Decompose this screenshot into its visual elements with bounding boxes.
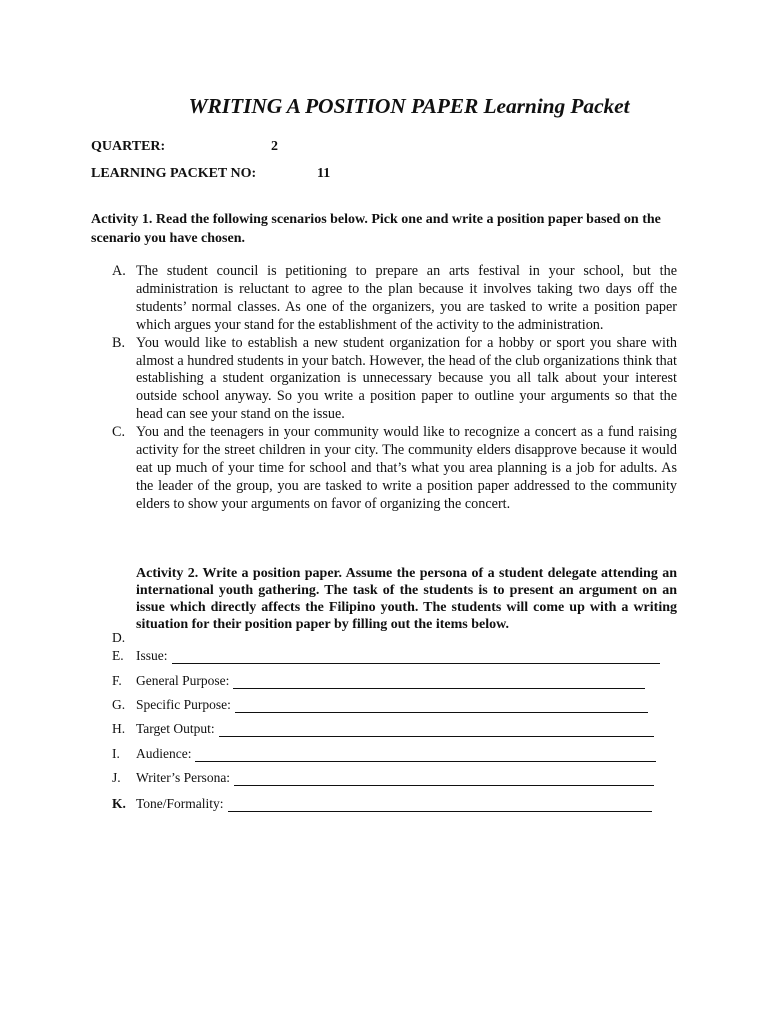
item-label: General Purpose: (136, 673, 230, 688)
scenario-letter: C. (112, 424, 126, 441)
specific-purpose-answer-line[interactable] (235, 700, 648, 713)
quarter-label: QUARTER: (91, 139, 166, 154)
quarter-value: 2 (271, 139, 278, 154)
item-label: Specific Purpose: (136, 697, 231, 712)
item-letter: J. (112, 770, 121, 785)
activity-2-instructions: Activity 2. Write a position paper. Assume the persona of a student delegate attending an international youth gathering. The task of the students is to present an argument on an issue which directly affects the Filipino youth. The students will come up with a writing situation for their position paper by filling out the items below. (136, 566, 677, 632)
scenario-text: The student council is petitioning to prepare an arts festival in your school, but the administration is reluctant to agree to the plan because it involves taking two days off the students’ normal classes. As one of the organizers, you are tasked to write a position paper which argues your stand for the establishment of the activity to the administration. (136, 263, 677, 333)
activity-1-instructions: Activity 1. Read the following scenarios below. Pick one and write a position paper based on the scenario you have chosen. (91, 212, 661, 246)
item-label: Target Output: (136, 721, 215, 736)
target-output-answer-line[interactable] (219, 724, 654, 737)
scenario-text: You and the teenagers in your community would like to recognize a concert as a fund raising activity for the street children in your city. The community elders disapprove because it would eat up much of your time for school and that’s what you area planning is a job for adults. As the leader of the group, you are tasked to write a position paper addressed to the community elders to show your arguments on favor of organizing the concert. (136, 424, 677, 512)
item-tone-formality (112, 796, 652, 812)
issue-answer-line[interactable] (172, 651, 660, 664)
item-letter: I. (112, 746, 120, 761)
item-specific-purpose (112, 697, 648, 713)
scenario-list (112, 263, 677, 514)
item-letter: H. (112, 721, 126, 736)
packet-value: 11 (317, 166, 331, 181)
packet-label: LEARNING PACKET NO: (91, 166, 257, 181)
scenario-letter: A. (112, 263, 126, 279)
item-letter: F. (112, 673, 122, 688)
document-title: WRITING A POSITION PAPER Learning Packet (188, 94, 630, 118)
item-writers-persona (112, 770, 654, 786)
item-label: Writer’s Persona: (136, 770, 231, 785)
item-d (112, 630, 136, 646)
item-label: Audience: (136, 746, 192, 761)
item-target-output (112, 721, 654, 737)
item-letter: G. (112, 697, 126, 712)
item-label: Tone/Formality: (136, 796, 224, 811)
item-issue (112, 648, 660, 664)
quarter-row (91, 139, 278, 155)
scenario-item (112, 335, 677, 425)
packet-row (91, 166, 331, 182)
scenario-item (112, 424, 677, 514)
item-letter: E. (112, 648, 124, 663)
writers-persona-answer-line[interactable] (234, 773, 654, 786)
tone-formality-answer-line[interactable] (228, 799, 652, 812)
general-purpose-answer-line[interactable] (233, 676, 645, 689)
item-label: Issue: (136, 648, 168, 663)
item-audience (112, 746, 656, 762)
item-general-purpose (112, 673, 645, 689)
scenario-item (112, 263, 677, 335)
item-letter: K. (112, 796, 126, 811)
scenario-text: You would like to establish a new student organization for a hobby or sport you share with almost a hundred students in your batch. However, the head of the club organizations think that establishing a student organization is unnecessary because you all talk about your interest outside school anyway. So you write a position paper to outline your arguments so that the head can see your stand on the issue. (136, 334, 677, 423)
scenario-letter: B. (112, 334, 126, 351)
item-letter: D. (112, 630, 126, 645)
audience-answer-line[interactable] (195, 749, 656, 762)
